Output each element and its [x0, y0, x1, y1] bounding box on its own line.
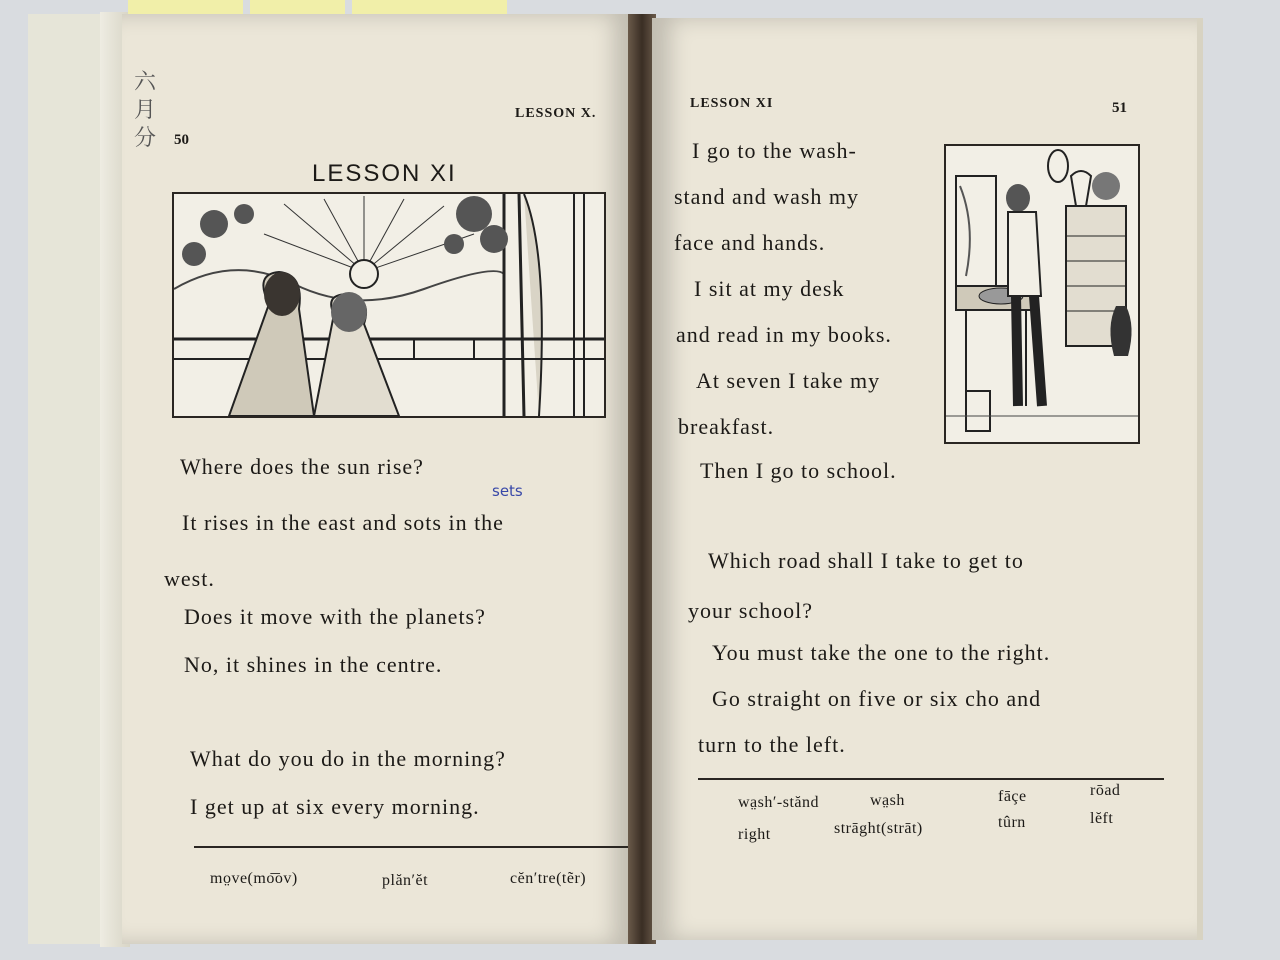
vocab-divider: [698, 778, 1164, 780]
text-line: face and hands.: [674, 230, 826, 255]
running-header: LESSON XI: [690, 96, 774, 111]
washstand-illustration: [944, 144, 1140, 444]
page-number: 51: [1112, 100, 1127, 116]
lesson-title: LESSON XI: [312, 160, 457, 187]
text-line: and read in my books.: [676, 322, 892, 347]
handwritten-correction: sets: [492, 482, 523, 500]
vocab-word: fāçe: [998, 788, 1027, 805]
right-page: [652, 18, 1203, 940]
left-page: [122, 14, 632, 944]
text-line: your school?: [688, 598, 814, 623]
text-line: You must take the one to the right.: [712, 640, 1051, 665]
text-line: Go straight on five or six cho and: [712, 686, 1042, 711]
vocab-word: mo̤ve(mo͞ov): [210, 870, 298, 887]
running-header: LESSON X.: [515, 106, 597, 121]
text-line: No, it shines in the centre.: [184, 652, 443, 677]
vocab-word: right: [738, 826, 771, 843]
text-line: I get up at six every morning.: [190, 794, 480, 819]
vocab-word: wa̤sh′-stănd: [738, 794, 819, 811]
text-line: breakfast.: [678, 414, 775, 439]
vocab-word: wa̤sh: [870, 792, 905, 809]
text-line: At seven I take my: [696, 368, 881, 393]
text-line: Where does the sun rise?: [180, 454, 424, 479]
text-line: Does it move with the planets?: [184, 604, 486, 629]
text-line: I go to the wash-: [692, 138, 857, 163]
text-line: turn to the left.: [698, 732, 846, 757]
vocab-word: rōad: [1090, 782, 1121, 799]
text-line: I sit at my desk: [694, 276, 845, 301]
text-line: stand and wash my: [674, 184, 860, 209]
sunrise-illustration: [172, 192, 606, 418]
vocab-word: tûrn: [998, 814, 1026, 831]
text-line: Which road shall I take to get to: [708, 548, 1024, 573]
handwritten-margin-note: 六月分: [133, 70, 156, 151]
text-line: What do you do in the morning?: [190, 746, 506, 771]
vocab-word: lĕft: [1090, 810, 1114, 827]
page-number: 50: [174, 132, 189, 148]
text-line: west.: [164, 566, 215, 591]
text-line: It rises in the east and sots in the: [182, 510, 504, 535]
vocab-word: plăn′ĕt: [382, 872, 429, 889]
text-line: Then I go to school.: [700, 458, 897, 483]
vocab-word: cĕn′tre(tẽr): [510, 870, 587, 887]
vocab-divider: [194, 846, 642, 848]
vocab-word: strāght(strāt): [834, 820, 923, 837]
